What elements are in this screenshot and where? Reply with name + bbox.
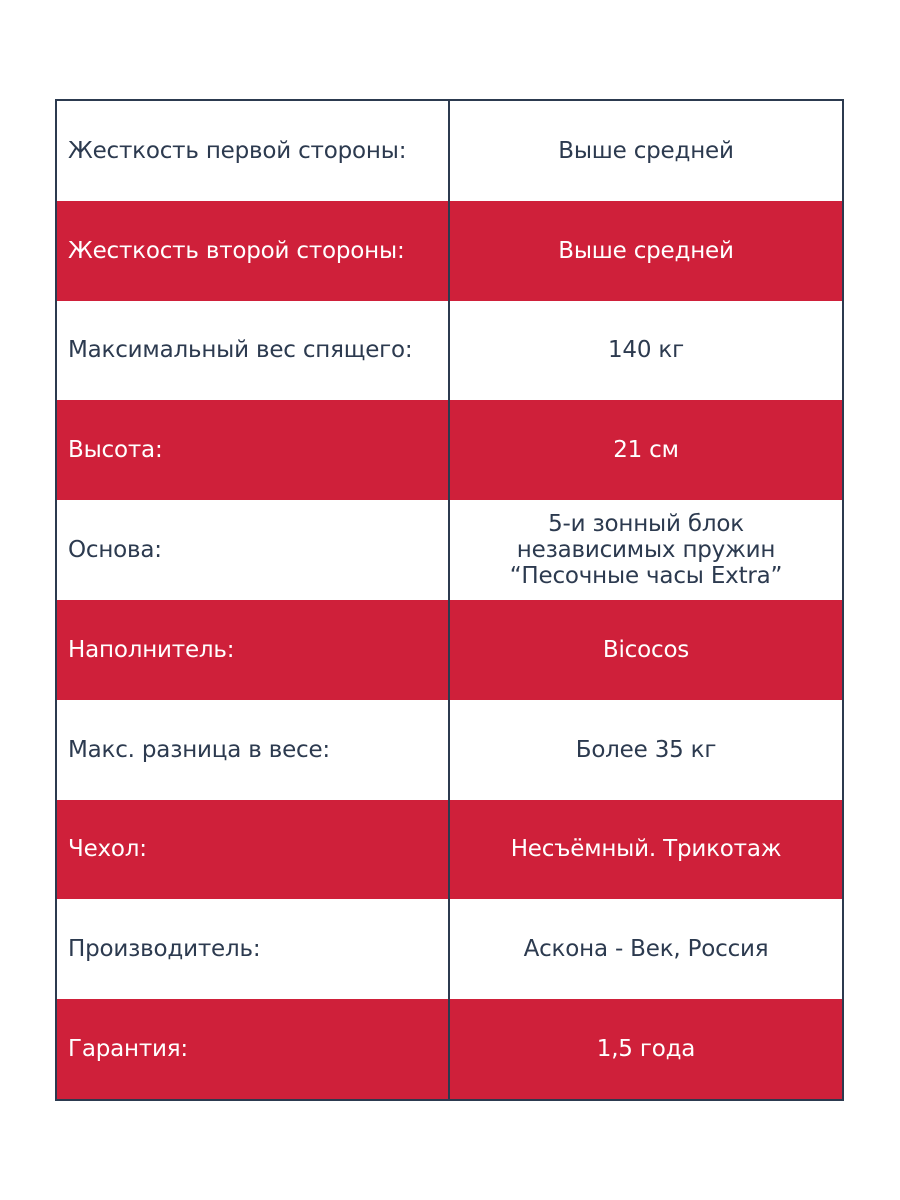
row-label: Макс. разница в весе: (57, 700, 450, 800)
row-label: Гарантия: (57, 999, 450, 1099)
row-value-lines (510, 511, 783, 589)
row-value-line: “Песочные часы Extra” (509, 563, 783, 590)
table-row-max-weight (57, 301, 842, 401)
table-row-base (57, 500, 842, 600)
row-label: Максимальный вес спящего: (57, 301, 450, 401)
table-row-max-weight-difference (57, 700, 842, 800)
table-row-height (57, 400, 842, 500)
table-row-second-side-firmness (57, 201, 842, 301)
row-label: Чехол: (57, 800, 450, 900)
table-row-first-side-firmness (57, 101, 842, 201)
row-value: Несъёмный. Трикотаж (510, 836, 782, 863)
row-label: Высота: (57, 400, 450, 500)
row-value-line: независимых пружин (516, 537, 776, 564)
row-value: 21 см (613, 437, 679, 464)
row-label: Жесткость второй стороны: (57, 201, 450, 301)
row-value: Аскона - Век, Россия (523, 936, 769, 963)
row-label: Основа: (57, 500, 450, 600)
row-value: Выше средней (558, 237, 734, 264)
spec-table (55, 99, 844, 1101)
row-label: Производитель: (57, 899, 450, 999)
row-value: Bicocos (602, 636, 690, 663)
row-value (450, 500, 842, 600)
table-row-cover (57, 800, 842, 900)
table-row-manufacturer (57, 899, 842, 999)
row-value: 140 кг (608, 337, 684, 364)
row-value-line: 5-и зонный блок (548, 511, 744, 538)
row-value: Более 35 кг (575, 736, 717, 763)
table-row-filler (57, 600, 842, 700)
row-value: 1,5 года (596, 1036, 696, 1063)
table-row-warranty (57, 999, 842, 1099)
row-value: Выше средней (558, 137, 734, 164)
row-label: Наполнитель: (57, 600, 450, 700)
row-label: Жесткость первой стороны: (57, 101, 450, 201)
